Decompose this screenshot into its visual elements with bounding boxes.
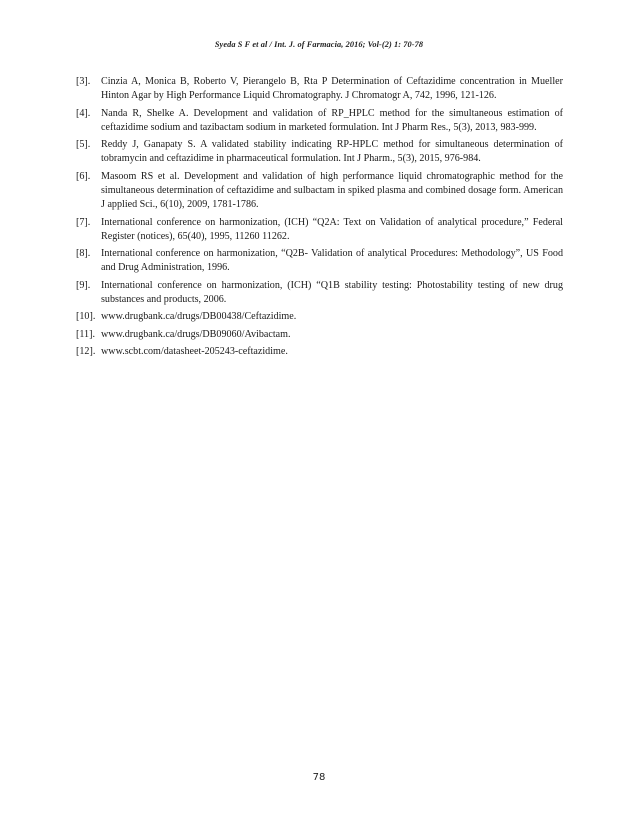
- reference-number: [4].: [76, 107, 91, 119]
- reference-list: [76, 75, 563, 363]
- reference-text: Nanda R, Shelke A. Development and validation of RP_HPLC method for the simultaneous estimation of ceftazidime sodium and tazibactam sodium in marketed formulation. Int J Pharm Res., 5(3), 2013, 983-999.: [101, 107, 563, 133]
- reference-text: www.scbt.com/datasheet-205243-ceftazidime.: [101, 346, 288, 358]
- page-number: 78: [312, 772, 326, 783]
- reference-number: [10].: [76, 311, 96, 323]
- reference-number: [6].: [76, 170, 91, 182]
- reference-text: www.drugbank.ca/drugs/DB09060/Avibactam.: [101, 328, 291, 340]
- reference-text: Reddy J, Ganapaty S. A validated stability indicating RP-HPLC method for simultaneous determination of tobramycin and ceftazidime in pharmaceutical formulation. Int J Pharm., 5(3), 2015, 976-984.: [101, 139, 563, 165]
- reference-item: [76, 107, 563, 135]
- reference-item: [76, 75, 563, 103]
- reference-item: [76, 328, 563, 342]
- reference-item: [76, 170, 563, 213]
- running-head: Syeda S F et al / Int. J. of Farmacia, 2016; Vol-(2) 1: 70-78: [214, 40, 424, 49]
- reference-item: [76, 138, 563, 166]
- reference-text: www.drugbank.ca/drugs/DB00438/Ceftazidime.: [101, 311, 297, 323]
- reference-text: Cinzia A, Monica B, Roberto V, Pierangelo B, Rta P Determination of Ceftazidime concentration in Mueller Hinton Agar by High Performance Liquid Chromatography. J Chromatogr A, 742, 1996, 121-126.: [101, 76, 563, 102]
- reference-text: International conference on harmonization, (ICH) “Q2A: Text on Validation of analytical procedure,” Federal Register (notices), 65(40), 1995, 11260 11262.: [101, 216, 563, 242]
- reference-item: [76, 310, 563, 324]
- reference-item: [76, 216, 563, 244]
- reference-number: [11].: [76, 328, 95, 340]
- reference-number: [9].: [76, 279, 91, 291]
- reference-text: International conference on harmonization, “Q2B- Validation of analytical Procedures: Methodology”, US Food and Drug Administration, 1996.: [101, 248, 563, 274]
- reference-number: [5].: [76, 139, 91, 151]
- reference-number: [7].: [76, 216, 91, 228]
- reference-number: [12].: [76, 346, 96, 358]
- reference-number: [3].: [76, 76, 91, 87]
- reference-item: [76, 279, 563, 307]
- reference-text: Masoom RS et al. Development and validation of high performance liquid chromatographic method for the simultaneous determination of ceftazidime and sulbactam in spiked plasma and combined dosage form. American J applied Sci., 6(10), 2009, 1781-1786.: [101, 170, 563, 211]
- reference-number: [8].: [76, 248, 91, 260]
- reference-text: International conference on harmonization, (ICH) “Q1B stability testing: Photostability testing of new drug substances and products, 2006.: [101, 279, 563, 305]
- reference-item: [76, 345, 563, 359]
- reference-item: [76, 247, 563, 275]
